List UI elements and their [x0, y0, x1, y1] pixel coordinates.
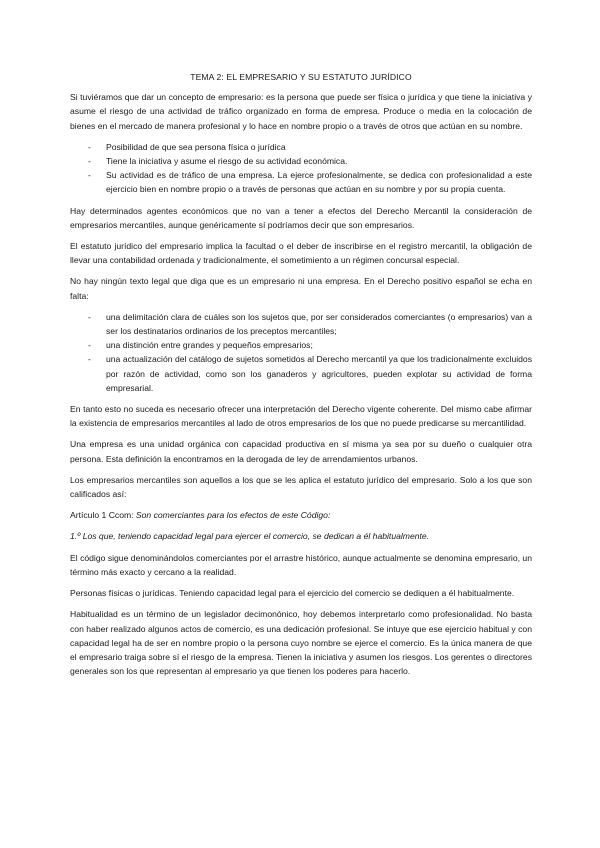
- article-text: Son comerciantes para los efectos de este Código:: [135, 510, 331, 521]
- list-caracteristicas: [70, 140, 532, 197]
- list-item: - una distinción entre grandes y pequeños empresarios;: [106, 338, 532, 352]
- article-ref: Artículo 1 Ccom:: [70, 510, 136, 521]
- list-item: - Tiene la iniciativa y asume el riesgo de su actividad económica.: [106, 154, 532, 168]
- paragraph-articulo-punto: 1.º Los que, teniendo capacidad legal para ejercer el comercio, se dedican a él habitualmente.: [70, 531, 430, 542]
- paragraph-concepto: Si tuviéramos que dar un concepto de empresario: es la persona que puede ser física o jurídica y que tiene la iniciativa y asume el riesgo de una actividad de tráfico organizado en forma de empresa. Produce o media en la colocación de bienes en el mercado de manera profesional y lo hace en nombre propio o a través de otros que actúan en su nombre.: [70, 92, 532, 131]
- list-item: - Su actividad es de tráfico de una empresa. La ejerce profesionalmente, se dedica con profesionalidad a este ejercicio bien en nombre propio o a través de personas que actúan en su nombre y por su propia cuenta.: [106, 168, 532, 196]
- list-item: - una delimitación clara de cuáles son los sujetos que, por ser considerados comerciantes (o empresarios) van a ser los destinatarios ordinarios de los preceptos mercantiles;: [106, 310, 532, 338]
- list-item: - una actualización del catálogo de sujetos sometidos al Derecho mercantil ya que los tradicionalmente excluidos por razón de actividad, como son los ganaderos y agricultores, pueden explotar su actividad de forma empresarial.: [106, 352, 532, 395]
- paragraph-habitualidad: Habitualidad es un término de un legislador decimonónico, hoy debemos interpretarlo como profesionalidad. No basta con haber realizado algunos actos de comercio, es una dedicación profesional. Se intuye que ese ejercicio habitual y con capacidad legal ha de ser en nombre propio o la persona cuyo nombre se ejerce el comercio. Es la única manera de que el empresario traiga sobre sí el riesgo de la empresa. Tienen la iniciativa y asumen los riesgos. Los gerentes o directores generales son los que representan al empresario ya que tienen los poderes para hacerlo.: [70, 609, 532, 677]
- paragraph-personas: Personas físicas o jurídicas. Teniendo capacidad legal para el ejercicio del comercio se dediquen a él habitualmente.: [70, 588, 515, 599]
- paragraph-agentes: Hay determinados agentes económicos que no van a tener a efectos del Derecho Mercantil la consideración de empresarios mercantiles, aunque genéricamente sí podríamos decir que son empresarios.: [70, 205, 532, 230]
- paragraph-articulo: [70, 508, 532, 522]
- list-carencias: [70, 310, 532, 395]
- paragraph-texto-legal: No hay ningún texto legal que diga que es un empresario ni una empresa. En el Derecho positivo español se echa en falta:: [70, 276, 532, 301]
- paragraph-interpretacion: En tanto esto no suceda es necesario ofrecer una interpretación del Derecho vigente coherente. Del mismo cabe afirmar la existencia de empresarios mercantiles al lado de otros empresarios de los que no puede predicarse su mercantilidad.: [70, 404, 532, 429]
- list-item: - Posibilidad de que sea persona física o jurídica: [106, 140, 532, 154]
- page-title: TEMA 2: EL EMPRESARIO Y SU ESTATUTO JURÍDICO: [190, 72, 412, 82]
- paragraph-empresarios-mercantiles: Los empresarios mercantiles son aquellos a los que se les aplica el estatuto jurídico del empresario. Solo a los que son calificados así:: [70, 474, 532, 500]
- paragraph-estatuto: El estatuto jurídico del empresario implica la facultad o el deber de inscribirse en el registro mercantil, la obligación de llevar una contabilidad ordenada y tradicionalmente, el sometimiento a un régimen concursal especial.: [70, 241, 532, 266]
- paragraph-empresa: Una empresa es una unidad orgánica con capacidad productiva en sí misma ya sea por su dueño o cualquier otra persona. Esta definición la encontramos en la derogada de ley de arrendamientos urbanos.: [70, 439, 532, 464]
- paragraph-codigo: El código sigue denominándolos comerciantes por el arrastre histórico, aunque actualmente se denomina empresario, un término más exacto y cercano a la realidad.: [70, 552, 532, 577]
